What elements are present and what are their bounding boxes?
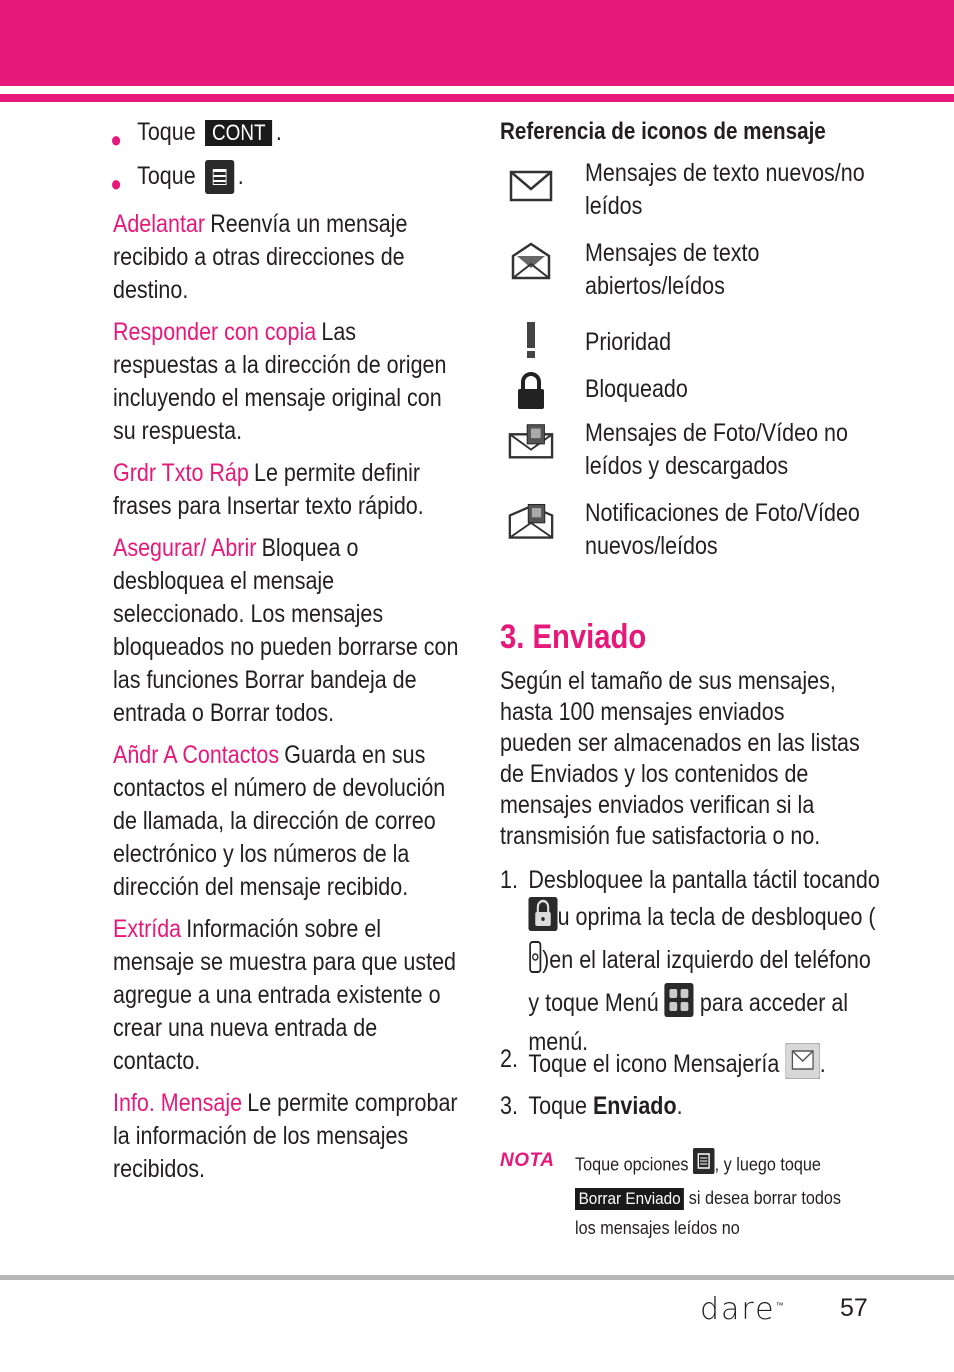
option-term: Responder con copia <box>113 318 317 346</box>
icon-reference-row <box>500 326 880 373</box>
lock-icon <box>508 371 554 411</box>
option-term: Grdr Txto Ráp <box>113 459 249 487</box>
icon-reference <box>500 112 880 581</box>
note-text: Toque opciones , y luego toque Borrar Enviado si desea borrar todos los mensajes leídos no <box>575 1148 863 1243</box>
option-description: Añdr A Contactos Guarda en sus contactos el número de devolución de llamada, la dirección de correo electrónico y los números de la dirección del mensaje recibido. <box>113 741 446 901</box>
icon-reference-label: Mensajes de texto nuevos/no leídos <box>585 159 865 220</box>
envelope-open-icon <box>508 242 554 282</box>
header-rule <box>0 94 954 102</box>
options-menu-icon <box>205 160 234 194</box>
step-number: 3. <box>500 1092 518 1120</box>
cont-key: CONT <box>205 120 272 146</box>
bullet-item: ● Toque . <box>113 156 410 200</box>
envelope-closed-icon <box>508 166 554 206</box>
section-intro: Según el tamaño de sus mensajes, hasta 100 mensajes enviados pueden ser almacenados en las listas de Enviados y los contenidos de mensajes enviados verifican si la transmisión fue satisfactoria o no. <box>500 667 860 850</box>
left-column <box>110 112 459 1195</box>
borrar-enviado-key: Borrar Enviado <box>575 1188 684 1210</box>
icon-reference-row <box>500 239 880 326</box>
icon-reference-row <box>500 373 880 421</box>
note-label: NOTA <box>500 1150 555 1171</box>
unlock-icon <box>528 897 557 940</box>
footer-rule <box>0 1275 954 1280</box>
messaging-icon <box>785 1043 819 1088</box>
icon-reference-label: Prioridad <box>585 328 672 356</box>
bullet-icon: ● <box>110 127 122 152</box>
step-number: 2. <box>500 1045 518 1073</box>
icon-reference-title: Referencia de iconos de mensaje <box>500 118 826 145</box>
photo-envelope-open-icon <box>508 501 554 541</box>
icon-reference-row <box>500 421 880 501</box>
page-number: 57 <box>840 1294 868 1322</box>
menu-grid-icon <box>665 983 694 1026</box>
option-term: Asegurar/ Abrir <box>113 534 257 562</box>
bullet-icon: ● <box>110 171 122 196</box>
brand-logo: dare™ <box>700 1292 786 1327</box>
exclamation-icon <box>508 320 554 360</box>
option-description: Extrída Información sobre el mensaje se muestra para que usted agregue a una entrada existente o crear una nueva entrada de contacto. <box>113 915 457 1075</box>
option-description: Adelantar Reenvía un mensaje recibido a otras direcciones de destino. <box>113 210 408 304</box>
options-menu-icon <box>693 1148 715 1183</box>
section-heading: 3. Enviado <box>500 618 647 656</box>
icon-reference-row <box>500 501 880 581</box>
option-description: Responder con copia Las respuestas a la dirección de origen incluyendo el mensaje original con su respuesta. <box>113 318 447 445</box>
icon-reference-label: Mensajes de texto abiertos/leídos <box>585 239 760 300</box>
option-description: Grdr Txto Ráp Le permite definir frases para Insertar texto rápido. <box>113 459 424 520</box>
bullet-item: ● Toque CONT . <box>113 112 410 156</box>
icon-reference-label: Notificaciones de Foto/Vídeo nuevos/leídos <box>585 499 860 560</box>
option-term: Adelantar <box>113 210 206 238</box>
option-term: Info. Mensaje <box>113 1089 243 1117</box>
option-term: Extrída <box>113 915 182 943</box>
icon-reference-row <box>500 159 880 246</box>
option-description: Asegurar/ Abrir Bloquea o desbloquea el mensaje seleccionado. Los mensajes bloqueados no pueden borrarse con las funciones Borrar bandeja de entrada o Borrar todos. <box>113 534 459 727</box>
option-description: Info. Mensaje Le permite comprobar la información de los mensajes recibidos. <box>113 1089 458 1183</box>
step-bold-term: Enviado <box>592 1092 677 1120</box>
side-key-icon <box>528 940 542 983</box>
option-term: Añdr A Contactos <box>113 741 280 769</box>
icon-reference-label: Mensajes de Foto/Vídeo no leídos y descargados <box>585 419 848 480</box>
icon-reference-label: Bloqueado <box>585 375 688 403</box>
bullet-prefix: Toque <box>137 118 196 146</box>
bullet-prefix: Toque <box>137 162 196 190</box>
header-band <box>0 0 954 86</box>
step-number: 1. <box>500 866 518 894</box>
photo-envelope-icon <box>508 421 554 461</box>
